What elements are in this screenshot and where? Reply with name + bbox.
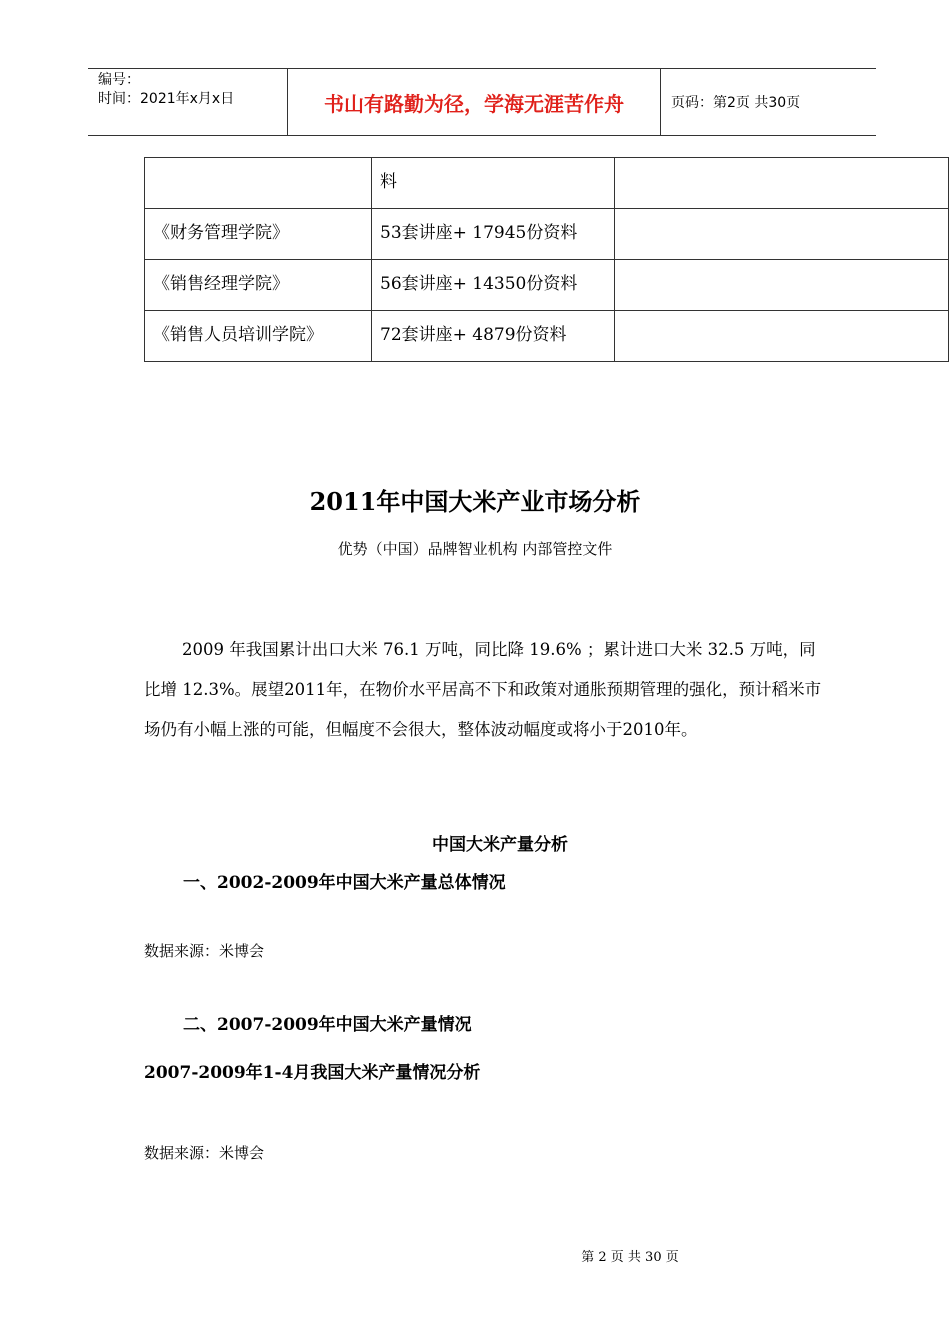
table-cell: 《销售经理学院》: [145, 260, 372, 311]
table-cell: 72套讲座+ 4879份资料: [372, 311, 615, 362]
table-cell: [615, 311, 949, 362]
table-cell: 56套讲座+ 14350份资料: [372, 260, 615, 311]
table-row: [145, 158, 949, 209]
table-cell: 53套讲座+ 17945份资料: [372, 209, 615, 260]
section-title: 中国大米产量分析: [432, 835, 568, 855]
table-row: [145, 260, 949, 311]
table-cell: [615, 209, 949, 260]
code-label: 编号：: [98, 72, 140, 88]
document-subtitle: 优势（中国）品牌智业机构 内部管控文件: [337, 540, 613, 558]
table-row: [145, 209, 949, 260]
table-cell: [615, 158, 949, 209]
page-footer: 第 2 页 共 30 页: [581, 1250, 679, 1265]
document-title: 2011年中国大米产业市场分析: [309, 487, 641, 516]
table-cell: 《财务管理学院》: [145, 209, 372, 260]
header-motto: 书山有路勤为径，学海无涯苦作舟: [288, 69, 661, 135]
table-cell: 《销售人员培训学院》: [145, 311, 372, 362]
header-meta: [88, 69, 288, 135]
heading-2007-2009: 二、2007-2009年中国大米产量情况: [183, 1015, 472, 1035]
heading-overall: 一、2002-2009年中国大米产量总体情况: [183, 873, 506, 893]
page-header: [88, 68, 876, 136]
table-cell: 料: [372, 158, 615, 209]
data-source: 数据来源：米博会: [144, 1144, 265, 1162]
heading-jan-apr: 2007-2009年1-4月我国大米产量情况分析: [144, 1063, 481, 1083]
table-cell: [615, 260, 949, 311]
data-source: 数据来源：米博会: [144, 942, 265, 960]
time-label: 时间：2021年x月x日: [98, 91, 235, 107]
header-page-label: 页码：第2页 共30页: [671, 95, 801, 111]
table-row: [145, 311, 949, 362]
resource-table: [144, 157, 949, 362]
table-cell: [145, 158, 372, 209]
body-paragraph: 2009 年我国累计出口大米 76.1 万吨，同比降 19.6% ；累计进口大米 32.5 万吨，同比增 12.3%。展望2011年，在物价水平居高不下和政策对通胀预期管理的强化，预计稻米市场仍有小幅上涨的可能，但幅度不会很大，整体波动幅度或将小于2010年。: [144, 640, 822, 739]
